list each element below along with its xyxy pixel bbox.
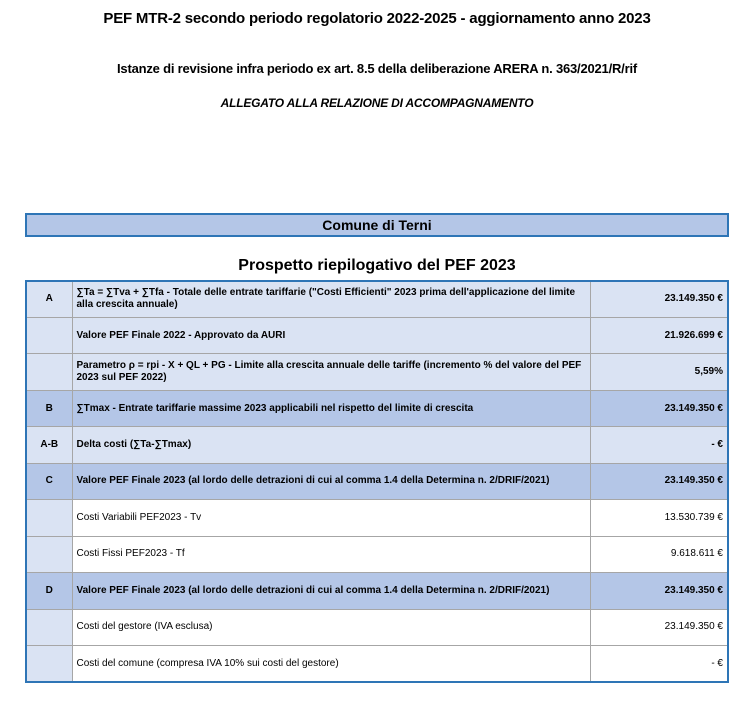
- row-code: [26, 609, 72, 645]
- row-value: 23.149.350 €: [590, 573, 728, 609]
- row-value: 23.149.350 €: [590, 281, 728, 317]
- attachment-label: ALLEGATO ALLA RELAZIONE DI ACCOMPAGNAMENTO: [220, 96, 534, 110]
- table-row: [26, 281, 728, 317]
- table-row: [26, 609, 728, 645]
- row-code: [26, 354, 72, 390]
- row-description: ∑Ta = ∑Tva + ∑Tfa - Totale delle entrate tariffarie ("Costi Efficienti" 2023 prima dell'applicazione del limite alla crescita annuale): [72, 281, 590, 317]
- table-row: [26, 573, 728, 609]
- table-row: [26, 317, 728, 353]
- row-description: Parametro ρ = rpi - X + QL + PG - Limite alla crescita annuale delle tariffe (incremento % del valore del PEF 2023 sul PEF 2022): [72, 354, 590, 390]
- table-row: [26, 646, 728, 682]
- table-row: [26, 463, 728, 499]
- row-code: A: [26, 281, 72, 317]
- row-value: 21.926.699 €: [590, 317, 728, 353]
- row-description: Valore PEF Finale 2022 - Approvato da AURI: [72, 317, 590, 353]
- row-code: C: [26, 463, 72, 499]
- row-description: Valore PEF Finale 2023 (al lordo delle detrazioni di cui al comma 1.4 della Determina n. 2/DRIF/2021): [72, 573, 590, 609]
- document-subtitle: Istanze di revisione infra periodo ex art. 8.5 della deliberazione ARERA n. 363/2021/R/rif: [117, 61, 637, 76]
- row-description: Delta costi (∑Ta-∑Tmax): [72, 427, 590, 463]
- table-title: Prospetto riepilogativo del PEF 2023: [238, 257, 516, 274]
- row-value: 23.149.350 €: [590, 609, 728, 645]
- row-value: - €: [590, 646, 728, 682]
- row-description: Costi del gestore (IVA esclusa): [72, 609, 590, 645]
- row-code: [26, 500, 72, 536]
- pef-summary-table: [25, 280, 729, 683]
- table-row: [26, 500, 728, 536]
- row-code: D: [26, 573, 72, 609]
- table-row: [26, 536, 728, 572]
- comune-banner: Comune di Terni: [25, 213, 729, 237]
- row-value: 23.149.350 €: [590, 463, 728, 499]
- row-code: [26, 646, 72, 682]
- row-value: 23.149.350 €: [590, 390, 728, 426]
- row-value: 9.618.611 €: [590, 536, 728, 572]
- row-code: A-B: [26, 427, 72, 463]
- row-value: 13.530.739 €: [590, 500, 728, 536]
- row-description: Costi del comune (compresa IVA 10% sui costi del gestore): [72, 646, 590, 682]
- row-code: [26, 317, 72, 353]
- row-code: [26, 536, 72, 572]
- table-row: [26, 354, 728, 390]
- row-description: Costi Variabili PEF2023 - Tv: [72, 500, 590, 536]
- row-description: Valore PEF Finale 2023 (al lordo delle detrazioni di cui al comma 1.4 della Determina n. 2/DRIF/2021): [72, 463, 590, 499]
- row-description: ∑Tmax - Entrate tariffarie massime 2023 applicabili nel rispetto del limite di crescita: [72, 390, 590, 426]
- row-value: 5,59%: [590, 354, 728, 390]
- table-row: [26, 427, 728, 463]
- table-row: [26, 390, 728, 426]
- row-value: - €: [590, 427, 728, 463]
- row-description: Costi Fissi PEF2023 - Tf: [72, 536, 590, 572]
- row-code: B: [26, 390, 72, 426]
- document-title: PEF MTR-2 secondo periodo regolatorio 2022-2025 - aggiornamento anno 2023: [103, 10, 651, 27]
